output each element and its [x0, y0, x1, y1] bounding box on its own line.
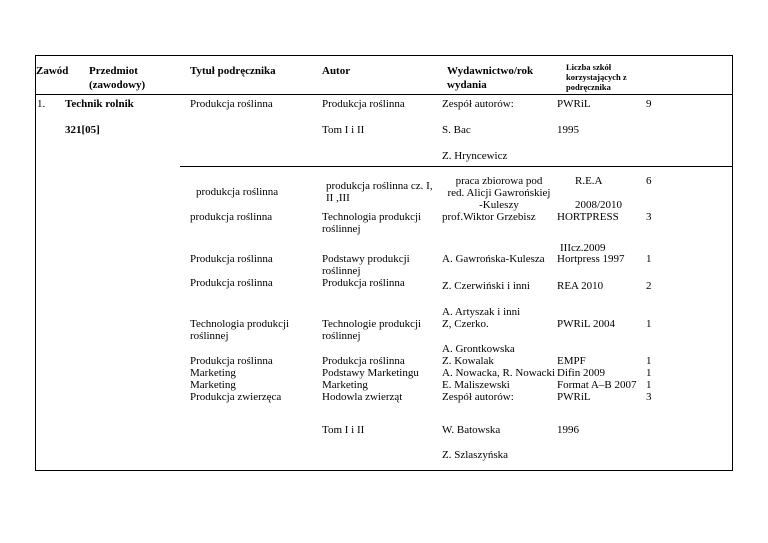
cell-wyd-1b: S. Bac [442, 124, 471, 136]
header-liczba-2: korzystających z [566, 72, 627, 82]
cell-tytul-7: Produkcja roślinna [190, 355, 273, 367]
header-wydawnictwo-sub: wydania [447, 79, 487, 91]
cell-wyd-10b: W. Batowska [442, 424, 501, 436]
cell-autor-1: Produkcja roślinna [322, 98, 405, 110]
table-left-border [35, 55, 36, 471]
cell-count-3: 3 [646, 211, 652, 223]
cell-tytul-4: Produkcja roślinna [190, 253, 273, 265]
cell-wyd-1: Zespół autorów: [442, 98, 514, 110]
cell-wyd-8: A. Nowacka, R. Nowacki [442, 367, 556, 379]
cell-count-1: 9 [646, 98, 652, 110]
cell-wyd-3: prof.Wiktor Grzebisz [442, 211, 536, 223]
cell-count-8: 1 [646, 367, 652, 379]
section-divider [180, 166, 732, 167]
cell-autor-2b: II ,III [326, 192, 350, 204]
cell-liczba-2b: 2008/2010 [575, 199, 623, 211]
cell-wyd-2b: red. Alicji Gawrońskiej [447, 187, 551, 199]
cell-autor-10b: Tom I i II [322, 424, 365, 436]
cell-autor-7: Produkcja roślinna [322, 355, 405, 367]
cell-liczba-10b: 1996 [557, 424, 579, 436]
cell-liczba-6: PWRiL 2004 [557, 318, 615, 330]
cell-liczba-10: PWRiL [557, 391, 591, 403]
cell-wyd-6b: Z, Czerko. [442, 318, 489, 330]
cell-autor-3a: Technologia produkcji [322, 211, 422, 223]
cell-liczba-9: Format A–B 2007 [557, 379, 637, 391]
cell-autor-1b: Tom I i II [322, 124, 365, 136]
cell-autor-6a: Technologie produkcji [322, 318, 422, 330]
cell-liczba-1b: 1995 [557, 124, 579, 136]
cell-liczba-4a: IIIcz.2009 [560, 242, 606, 254]
cell-liczba-7: EMPF [557, 355, 586, 367]
table-bottom-border [35, 470, 732, 471]
header-zawod: Zawód [36, 65, 69, 77]
cell-autor-4b: roślinnej [322, 265, 361, 277]
cell-tytul-5: Produkcja roślinna [190, 277, 273, 289]
cell-wyd-1c: Z. Hryncewicz [442, 150, 508, 162]
cell-autor-9: Marketing [322, 379, 368, 391]
cell-tytul-8: Marketing [190, 367, 236, 379]
cell-tytul-3: produkcja roślinna [190, 211, 273, 223]
cell-autor-2a: produkcja roślinna cz. I, [326, 180, 433, 192]
cell-wyd-6a: A. Artyszak i inni [442, 306, 521, 318]
header-przedmiot-sub: (zawodowy) [89, 79, 146, 91]
cell-wyd-2c: -Kuleszy [479, 199, 519, 211]
cell-liczba-5: REA 2010 [557, 280, 604, 292]
cell-count-2: 6 [646, 175, 652, 187]
cell-tytul-9: Marketing [190, 379, 236, 391]
row-number: 1. [37, 98, 46, 110]
cell-wyd-4: A. Gawrońska-Kulesza [442, 253, 545, 265]
cell-wyd-7b: Z. Kowalak [442, 355, 494, 367]
cell-autor-10: Hodowla zwierząt [322, 391, 403, 403]
cell-tytul-6a: Technologia produkcji [190, 318, 290, 330]
cell-wyd-9: E. Maliszewski [442, 379, 510, 391]
header-liczba: Liczba szkół [566, 62, 612, 72]
cell-wyd-7a: A. Grontkowska [442, 343, 515, 355]
cell-liczba-4b: Hortpress 1997 [557, 253, 625, 265]
cell-liczba-3: HORTPRESS [557, 211, 619, 223]
cell-count-5: 2 [646, 280, 652, 292]
cell-wyd-10: Zespół autorów: [442, 391, 514, 403]
header-liczba-3: podręcznika [566, 82, 611, 92]
cell-autor-8: Podstawy Marketingu [322, 367, 419, 379]
header-wydawnictwo: Wydawnictwo/rok [447, 65, 534, 77]
cell-wyd-10c: Z. Szlaszyńska [442, 449, 508, 461]
header-bottom-border [35, 94, 732, 95]
cell-tytul-2: produkcja roślinna [196, 186, 279, 198]
cell-tytul-6b: roślinnej [190, 330, 229, 342]
cell-count-6: 1 [646, 318, 652, 330]
cell-count-4: 1 [646, 253, 652, 265]
cell-autor-3b: roślinnej [322, 223, 361, 235]
cell-count-10: 3 [646, 391, 652, 403]
cell-count-9: 1 [646, 379, 652, 391]
cell-wyd-5: Z. Czerwiński i inni [442, 280, 530, 292]
table-right-border [732, 55, 733, 471]
header-tytul: Tytuł podręcznika [190, 65, 276, 77]
cell-count-7: 1 [646, 355, 652, 367]
header-autor: Autor [322, 65, 351, 77]
cell-wyd-2a: praca zbiorowa pod [455, 175, 543, 187]
cell-tytul-1: Produkcja roślinna [190, 98, 273, 110]
cell-autor-6b: roślinnej [322, 330, 361, 342]
cell-liczba-2a: R.E.A [575, 175, 603, 187]
cell-autor-4a: Podstawy produkcji [322, 253, 410, 265]
cell-autor-5: Produkcja roślinna [322, 277, 405, 289]
cell-tytul-10: Produkcja zwierzęca [190, 391, 282, 403]
cell-liczba-1: PWRiL [557, 98, 591, 110]
table-top-border [35, 55, 732, 56]
zawod-name: Technik rolnik [65, 98, 134, 110]
header-przedmiot: Przedmiot [89, 65, 138, 77]
zawod-code: 321[05] [65, 124, 100, 136]
cell-liczba-8: Difin 2009 [557, 367, 605, 379]
